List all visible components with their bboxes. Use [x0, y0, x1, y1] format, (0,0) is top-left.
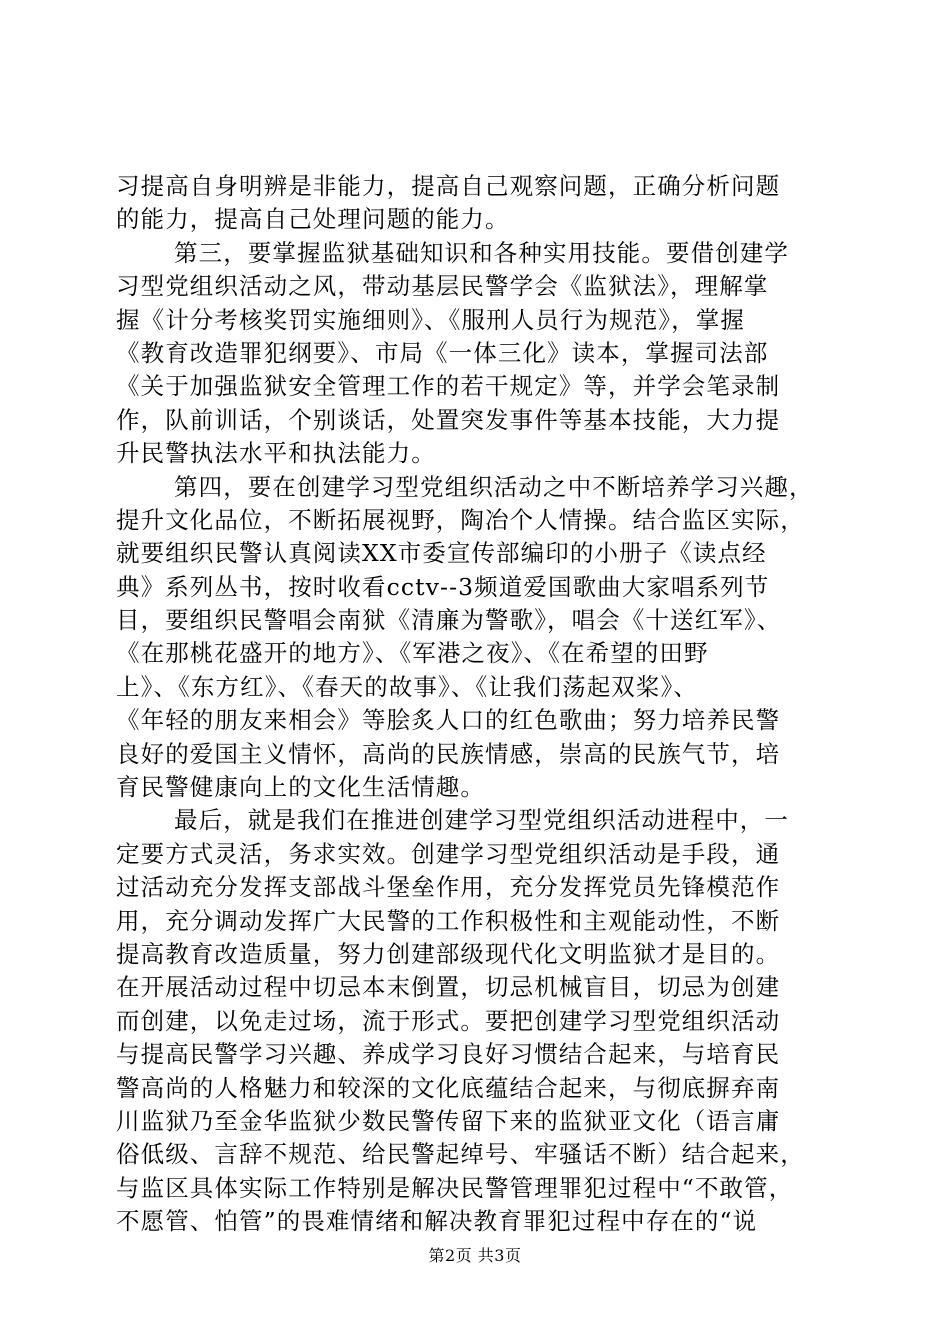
text-line: 提升文化品位，不断拓展视野，陶冶个人情操。结合监区实际，: [116, 505, 805, 534]
text-line: 第三，要掌握监狱基础知识和各种实用技能。要借创建学: [174, 238, 789, 267]
document-body: [116, 170, 836, 1239]
text-line: 作，队前训话，个别谈话，处置突发事件等基本技能，大力提: [116, 405, 781, 434]
text-line: 最后，就是我们在推进创建学习型党组织活动进程中，一: [174, 806, 789, 835]
text-line: 用，充分调动发挥广大民警的工作积极性和主观能动性，不断: [116, 906, 781, 935]
text-line: 就要组织民警认真阅读XX市委宣传部编印的小册子《读点经: [116, 539, 767, 568]
text-line: 第四，要在创建学习型党组织活动之中不断培养学习兴趣，: [174, 472, 814, 501]
text-line: 俗低级、言辞不规范、给民警起绰号、牢骚话不断）结合起来，: [116, 1140, 805, 1169]
text-line: 而创建，以免走过场，流于形式。要把创建学习型党组织活动: [116, 1006, 781, 1035]
text-line: 与提高民警学习兴趣、养成学习良好习惯结合起来，与培育民: [116, 1040, 781, 1069]
text-line: 《在那桃花盛开的地方》、《军港之夜》、《在希望的田野: [116, 639, 709, 668]
text-line: 过活动充分发挥支部战斗堡垒作用，充分发挥党员先锋模范作: [116, 873, 781, 902]
text-line: 握《计分考核奖罚实施细则》、《服刑人员行为规范》，掌握: [116, 305, 745, 334]
text-line: 习提高自身明辨是非能力，提高自己观察问题，正确分析问题: [116, 172, 781, 200]
text-line: 良好的爱国主义情怀，高尚的民族情感，崇高的民族气节，培: [116, 739, 781, 768]
text-line: 与监区具体实际工作特别是解决民警管理罪犯过程中“不敢管，: [116, 1173, 794, 1202]
text-line: 《关于加强监狱安全管理工作的若干规定》等，并学会笔录制: [116, 372, 781, 401]
page-footer: 第2页 共3页: [428, 1246, 522, 1265]
text-line: 《年轻的朋友来相会》等脍炙人口的红色歌曲；努力培养民警: [116, 706, 781, 735]
text-line: 升民警执法水平和执法能力。: [116, 439, 436, 468]
text-line: 上》、《东方红》、《春天的故事》、《让我们荡起双桨》、: [116, 672, 698, 701]
text-line: 提高教育改造质量，努力创建部级现代化文明监狱才是目的。: [116, 939, 781, 968]
text-line: 《教育改造罪犯纲要》、市局《一体三化》读本，掌握司法部: [116, 338, 769, 367]
text-line: 在开展活动过程中切忌本末倒置，切忌机械盲目，切忌为创建: [116, 973, 781, 1002]
text-line: 典》系列丛书，按时收看cctv--3频道爱国歌曲大家唱系列节: [116, 572, 770, 601]
text-line: 目，要组织民警唱会南狱《清廉为警歌》，唱会《十送红军》、: [116, 606, 782, 635]
text-line: 习型党组织活动之风，带动基层民警学会《监狱法》，理解掌: [116, 272, 769, 301]
text-line: 的能力，提高自己处理问题的能力。: [116, 205, 510, 234]
text-line: 警高尚的人格魅力和较深的文化底蕴结合起来，与彻底摒弃南: [116, 1073, 781, 1102]
text-line: 川监狱乃至金华监狱少数民警传留下来的监狱亚文化（语言庸: [116, 1106, 781, 1135]
text-line: 育民警健康向上的文化生活情趣。: [116, 773, 485, 802]
text-line: 不愿管、怕管”的畏难情绪和解决教育罪犯过程中存在的“说: [116, 1207, 758, 1236]
text-line: 定要方式灵活，务求实效。创建学习型党组织活动是手段，通: [116, 839, 781, 868]
